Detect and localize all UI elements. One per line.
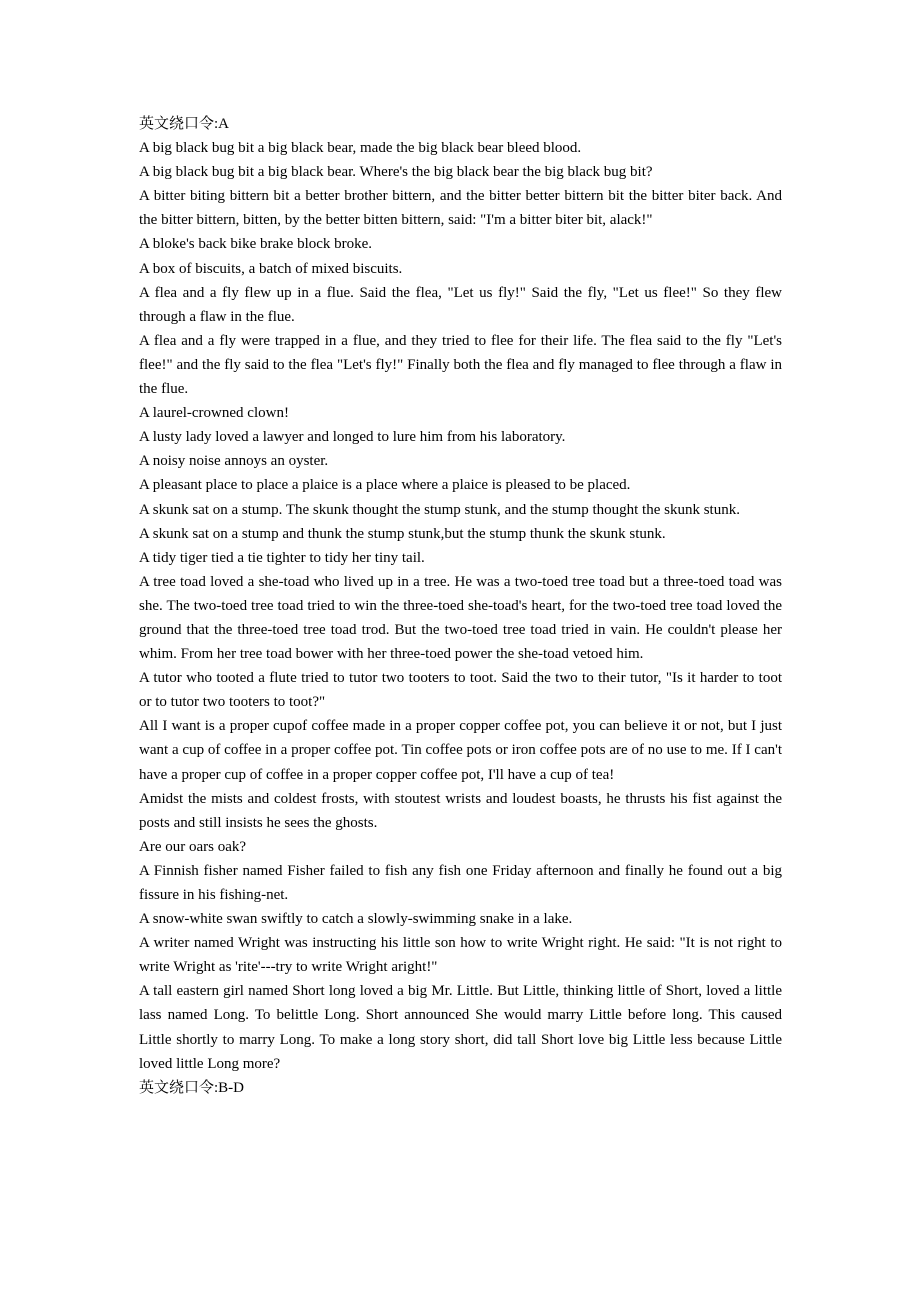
tongue-twister-paragraph: A box of biscuits, a batch of mixed biscuits. [139,260,403,277]
tongue-twister-paragraph: A noisy noise annoys an oyster. [139,453,329,470]
tongue-twister-paragraph: A flea and a fly were trapped in a flue, and they tried to flee for their life. The flea said to the fly "Let's flee!" and the fly said to the flea "Let's fly!" Finally both the flea and fly managed to flee through a flaw in the flue. [139,332,782,398]
tongue-twister-paragraph: A bitter biting bittern bit a better brother bittern, and the bitter better bittern bit the bitter biter back. And the bitter bittern, bitten, by the better bitten bittern, said: "I'm a bitter biter bit, alack!" [139,188,782,229]
tongue-twister-paragraph: A lusty lady loved a lawyer and longed to lure him from his laboratory. [139,429,566,446]
tongue-twister-paragraph: A big black bug bit a big black bear. Where's the big black bear the big black bug bit? [139,164,653,181]
section-heading-bd: 英文绕口令:B-D [139,1079,245,1096]
tongue-twister-paragraph: A writer named Wright was instructing his little son how to write Wright right. He said: "It is not right to write Wright as 'rite'---try to write Wright aright!" [139,935,782,976]
tongue-twister-paragraph: Are our oars oak? [139,838,247,855]
tongue-twister-paragraph: A bloke's back bike brake block broke. [139,236,373,253]
document-body [139,112,782,1100]
tongue-twister-paragraph: All I want is a proper cupof coffee made in a proper copper coffee pot, you can believe it or not, but I just want a cup of coffee in a proper coffee pot. Tin coffee pots or iron coffee pots are of no use to me. If I can't have a proper cup of coffee in a proper copper coffee pot, I'll have a cup of tea! [139,718,782,783]
tongue-twister-paragraph: A pleasant place to place a plaice is a place where a plaice is pleased to be placed. [139,477,631,494]
tongue-twister-paragraph: A tidy tiger tied a tie tighter to tidy her tiny tail. [139,549,425,566]
tongue-twister-paragraph: A tree toad loved a she-toad who lived up in a tree. He was a two-toed tree toad but a three-toed toad was she. The two-toed tree toad tried to win the three-toed she-toad's heart, for the two-toed tree toad loved the ground that the three-toed tree toad trod. But the two-toed tree toad tried in vain. He couldn't please her whim. From her tree toad bower with her three-toed power the she-toad vetoed him. [139,573,782,663]
tongue-twister-paragraph: A Finnish fisher named Fisher failed to fish any fish one Friday afternoon and finally he found out a big fissure in his fishing-net. [139,862,782,903]
tongue-twister-paragraph: A skunk sat on a stump. The skunk thought the stump stunk, and the stump thought the skunk stunk. [139,501,740,518]
tongue-twister-paragraph: A tall eastern girl named Short long loved a big Mr. Little. But Little, thinking little of Short, loved a little lass named Long. To belittle Long. Short announced She would marry Little before long. This caused Little shortly to marry Long. To make a long story short, did tall Short love big Little less because Little loved little Long more? [139,983,782,1072]
tongue-twister-paragraph: Amidst the mists and coldest frosts, with stoutest wrists and loudest boasts, he thrusts his fist against the posts and still insists he sees the ghosts. [139,790,782,831]
tongue-twister-paragraph: A skunk sat on a stump and thunk the stump stunk,but the stump thunk the skunk stunk. [139,525,666,542]
tongue-twister-paragraph: A flea and a fly flew up in a flue. Said the flea, "Let us fly!" Said the fly, "Let us flee!" So they flew through a flaw in the flue. [139,284,782,325]
tongue-twister-paragraph: A big black bug bit a big black bear, made the big black bear bleed blood. [139,140,582,157]
tongue-twister-paragraph: A laurel-crowned clown! [139,405,289,422]
tongue-twister-paragraph: A tutor who tooted a flute tried to tutor two tooters to toot. Said the two to their tutor, "Is it harder to toot or to tutor two tooters to toot?" [139,670,782,711]
tongue-twister-paragraph: A snow-white swan swiftly to catch a slowly-swimming snake in a lake. [139,911,573,928]
section-heading-a: 英文绕口令:A [139,116,230,132]
